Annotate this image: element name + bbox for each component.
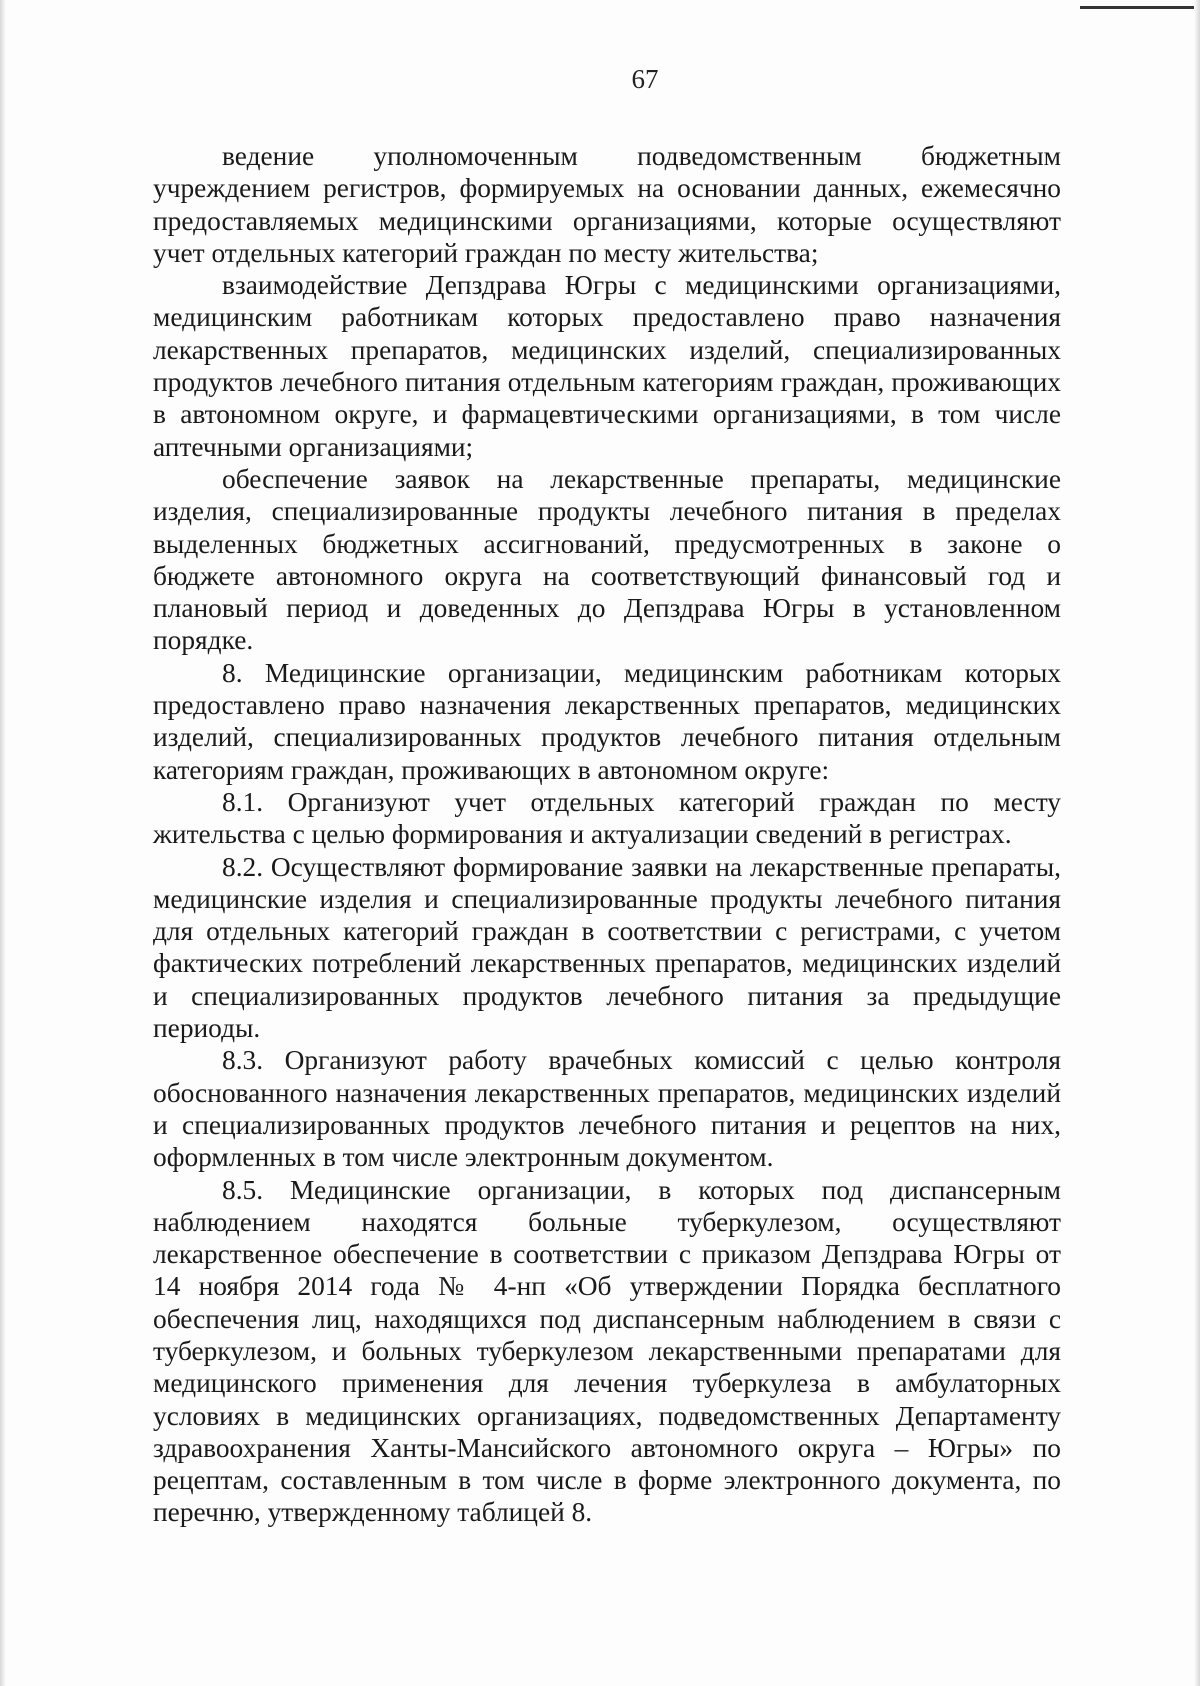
paragraph-section-8-1: 8.1. Организуют учет отдельных категорий граждан по месту жительства с целью формирования и актуализации сведений в регистрах. (153, 786, 1061, 850)
paragraph-section-8-3: 8.3. Организуют работу врачебных комиссий с целью контроля обоснованного назначения лекарственных препаратов, медицинских изделий и специализированных продуктов лечебного питания и рецептов на них, оформленных в том числе электронным документом. (153, 1045, 1061, 1173)
paragraph-section-8-2: 8.2. Осуществляют формирование заявки на лекарственные препараты, медицинские изделия и специализированные продукты лечебного питания для отдельных категорий граждан в соответствии с регистрами, с учетом фактических потреблений лекарственных препаратов, медицинских изделий и специализированных продуктов лечебного питания за предыдущие периоды. (153, 851, 1061, 1044)
top-rule (1080, 6, 1200, 9)
document-body (153, 140, 1061, 1529)
paragraph-order-provision: обеспечение заявок на лекарственные препараты, медицинские изделия, специализированные продукты лечебного питания в пределах выделенных бюджетных ассигнований, предусмотренных в законе о бюджете автономного округа на соответствующий финансовый год и плановый период и доведенных до Депздрава Югры в установленном порядке. (153, 463, 1061, 656)
scan-edge-right (1194, 0, 1200, 1686)
paragraph-section-8: 8. Медицинские организации, медицинским работникам которых предоставлено право назначения лекарственных препаратов, медицинских изделий, специализированных продуктов лечебного питания отдельным категориям граждан, проживающих в автономном округе: (153, 657, 1061, 785)
paragraph-registry-maintenance: ведение уполномоченным подведомственным бюджетным учреждением регистров, формируемых на основании данных, ежемесячно предоставляемых медицинскими организациями, которые осуществляют учет отдельных категорий граждан по месту жительства; (153, 141, 1061, 268)
paragraph-interaction: взаимодействие Депздрава Югры с медицинскими организациями, медицинским работникам которых предоставлено право назначения лекарственных препаратов, медицинских изделий, специализированных продуктов лечебного питания отдельным категориям граждан, проживающих в автономном округе, и фармацевтическими организациями, в том числе аптечными организациями; (153, 270, 1061, 462)
page-number: 67 (631, 64, 659, 94)
scan-edge-left (0, 0, 6, 1686)
paragraph-section-8-5: 8.5. Медицинские организации, в которых под диспансерным наблюдением находятся больные туберкулезом, осуществляют лекарственное обеспечение в соответствии с приказом Депздрава Югры от 14 ноября 2014 года № 4-нп «Об утверждении Порядка бесплатного обеспечения лиц, находящихся под диспансерным наблюдением в связи с туберкулезом, и больных туберкулезом лекарственными препаратами для медицинского применения для лечения туберкулеза в амбулаторных условиях в медицинских организациях, подведомственных Департаменту здравоохранения Ханты-Мансийского автономного округа – Югры» по рецептам, составленным в том числе в форме электронного документа, по перечню, утвержденному таблицей 8. (153, 1174, 1061, 1528)
